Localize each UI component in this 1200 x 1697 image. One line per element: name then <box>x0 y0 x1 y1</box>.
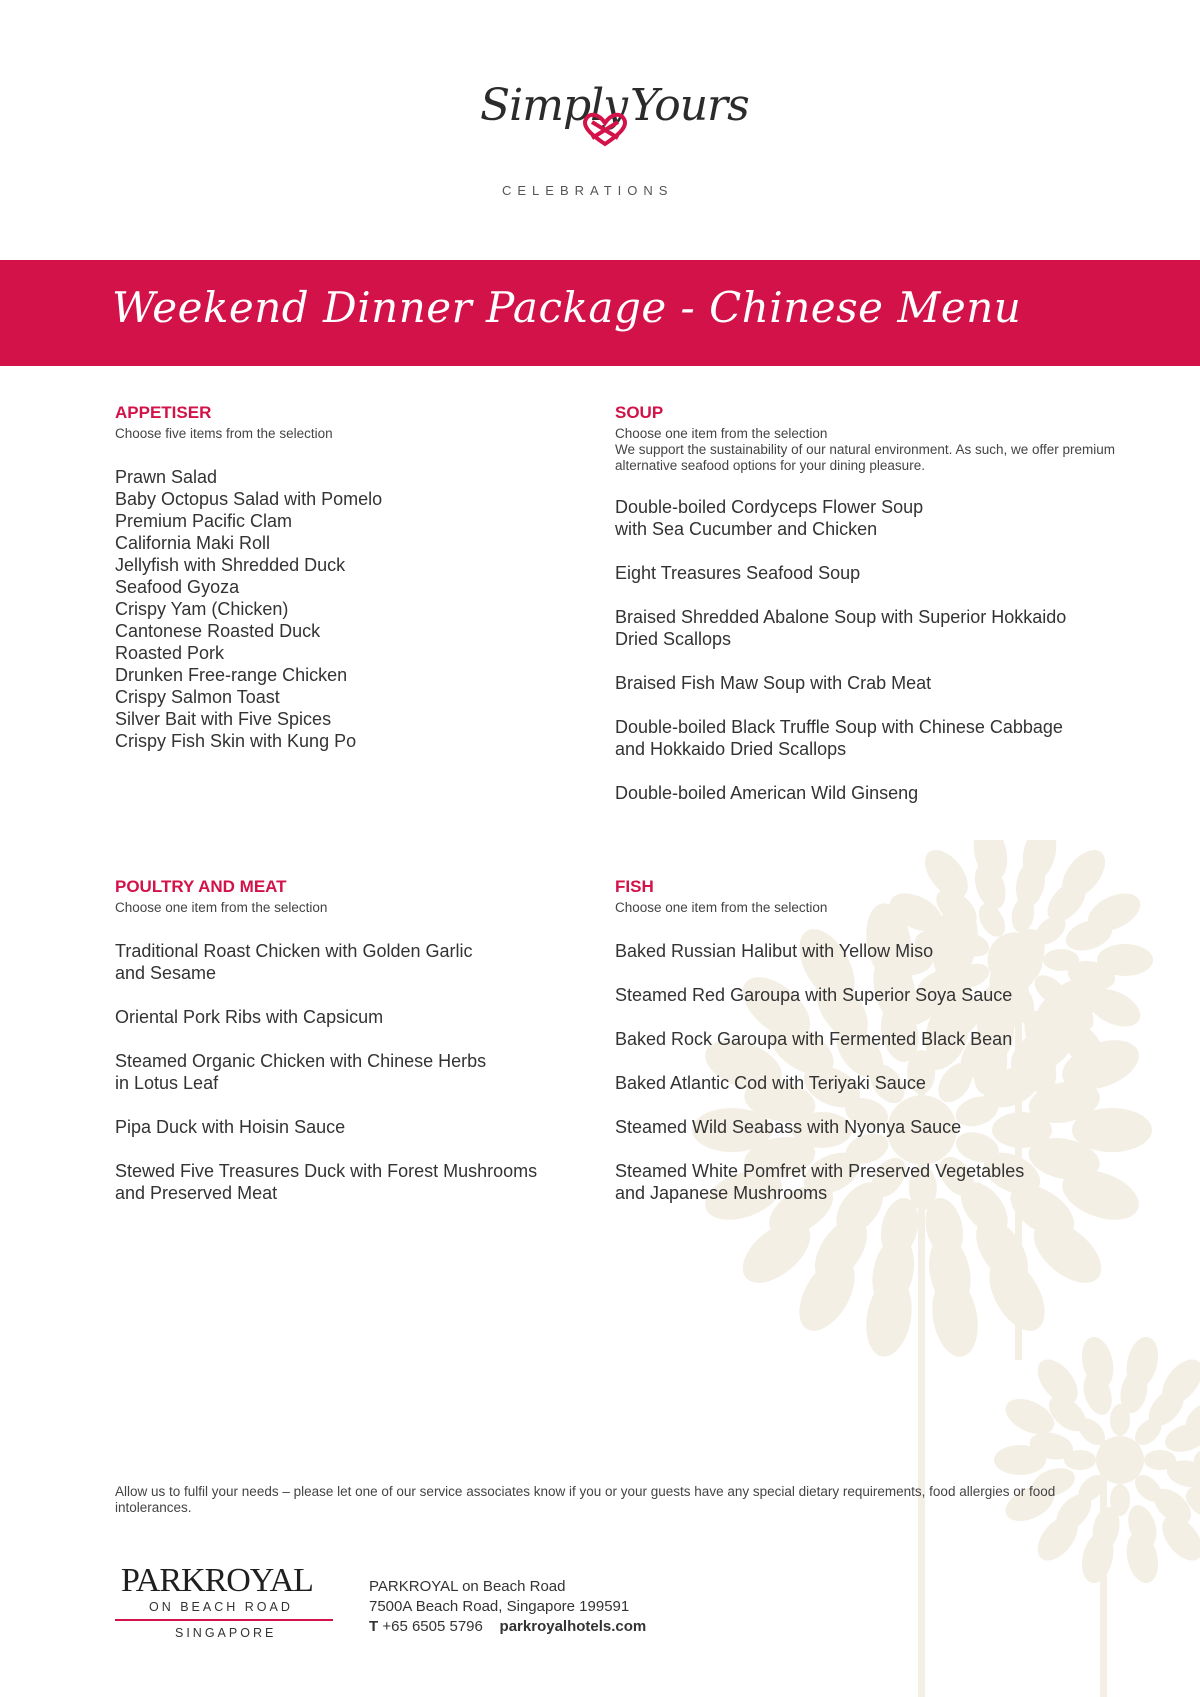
website-link[interactable]: parkroyalhotels.com <box>499 1618 647 1635</box>
section-note: Choose five items from the selection <box>115 426 333 441</box>
phone-label: T <box>369 1618 379 1635</box>
menu-item: Steamed Organic Chicken with Chinese Herbs in Lotus Leaf <box>115 1051 487 1093</box>
menu-item: Steamed Wild Seabass with Nyonya Sauce <box>615 1117 962 1137</box>
brand-divider <box>115 1619 333 1621</box>
menu-item: Jellyfish with Shredded Duck <box>115 555 346 575</box>
menu-item: Steamed Red Garoupa with Superior Soya Sauce <box>615 985 1013 1005</box>
brand-name: PARKROYAL <box>121 1562 313 1599</box>
menu-item: Double-boiled Black Truffle Soup with Chinese Cabbage and Hokkaido Dried Scallops <box>615 717 1063 759</box>
heart-infinity-icon <box>580 110 630 150</box>
dietary-disclaimer: Allow us to fulfil your needs – please let one of our service associates know if you or your guests have any special dietary requirements, food allergies or food intolerances. <box>115 1484 1056 1515</box>
parkroyal-logo <box>115 1562 335 1642</box>
menu-item: Baked Russian Halibut with Yellow Miso <box>615 941 934 961</box>
menu-item: Stewed Five Treasures Duck with Forest Mushrooms and Preserved Meat <box>115 1161 538 1203</box>
menu-item: Double-boiled Cordyceps Flower Soup with Sea Cucumber and Chicken <box>615 497 924 539</box>
section-note: Choose one item from the selection <box>115 900 328 915</box>
menu-item: Baked Rock Garoupa with Fermented Black Bean <box>615 1029 1013 1049</box>
menu-item: Steamed White Pomfret with Preserved Vegetables and Japanese Mushrooms <box>615 1161 1025 1203</box>
menu-item: Premium Pacific Clam <box>115 511 293 531</box>
menu-item: Silver Bait with Five Spices <box>115 709 332 729</box>
soup-section <box>615 402 1115 826</box>
menu-item: Braised Fish Maw Soup with Crab Meat <box>615 673 932 693</box>
menu-item: Crispy Yam (Chicken) <box>115 599 289 619</box>
phone-number[interactable]: +65 6505 5796 <box>382 1618 483 1635</box>
simply-yours-logo <box>480 80 749 205</box>
menu-item: Pipa Duck with Hoisin Sauce <box>115 1117 346 1137</box>
appetiser-section <box>115 402 575 752</box>
sustainability-note: We support the sustainability of our natural environment. As such, we offer premium alternative seafood options for your dining pleasure. <box>615 442 1116 473</box>
menu-list <box>615 940 1115 1204</box>
brand-country: SINGAPORE <box>175 1626 277 1640</box>
section-note: Choose one item from the selection <box>615 900 828 915</box>
hotel-address <box>369 1577 646 1637</box>
menu-item: Seafood Gyoza <box>115 577 240 597</box>
poultry-meat-section <box>115 876 585 1226</box>
menu-item: Oriental Pork Ribs with Capsicum <box>115 1007 384 1027</box>
menu-item: Prawn Salad <box>115 467 218 487</box>
address-line-2: 7500A Beach Road, Singapore 199591 <box>369 1598 630 1615</box>
menu-item: Double-boiled American Wild Ginseng <box>615 783 919 803</box>
address-line-1: PARKROYAL on Beach Road <box>369 1578 566 1595</box>
menu-item: Crispy Salmon Toast <box>115 687 280 707</box>
brand-location: ON BEACH ROAD <box>149 1600 293 1614</box>
menu-list <box>615 496 1115 804</box>
menu-item: Braised Shredded Abalone Soup with Superior Hokkaido Dried Scallops <box>615 607 1067 649</box>
menu-item: Drunken Free-range Chicken <box>115 665 348 685</box>
menu-item: Cantonese Roasted Duck <box>115 621 321 641</box>
menu-list <box>115 940 585 1204</box>
menu-item: Eight Treasures Seafood Soup <box>615 563 861 583</box>
logo-script-left: Simply <box>480 80 628 131</box>
section-title: APPETISER <box>115 403 212 422</box>
menu-item: Crispy Fish Skin with Kung Po <box>115 731 357 751</box>
menu-list <box>115 466 575 752</box>
contact-line <box>369 1617 646 1637</box>
section-title: FISH <box>615 877 654 896</box>
menu-item: Roasted Pork <box>115 643 225 663</box>
page-title: Weekend Dinner Package - Chinese Menu <box>112 283 1022 332</box>
logo-subtitle: CELEBRATIONS <box>502 183 674 198</box>
menu-item: Traditional Roast Chicken with Golden Garlic and Sesame <box>115 941 473 983</box>
menu-item: Baked Atlantic Cod with Teriyaki Sauce <box>615 1073 926 1093</box>
title-banner <box>0 260 1200 366</box>
menu-item: California Maki Roll <box>115 533 271 553</box>
section-note: Choose one item from the selection <box>615 426 828 441</box>
menu-item: Baby Octopus Salad with Pomelo <box>115 489 383 509</box>
section-title: POULTRY AND MEAT <box>115 877 287 896</box>
logo-script-right: Yours <box>630 80 749 131</box>
fish-section <box>615 876 1115 1226</box>
section-title: SOUP <box>615 403 664 422</box>
